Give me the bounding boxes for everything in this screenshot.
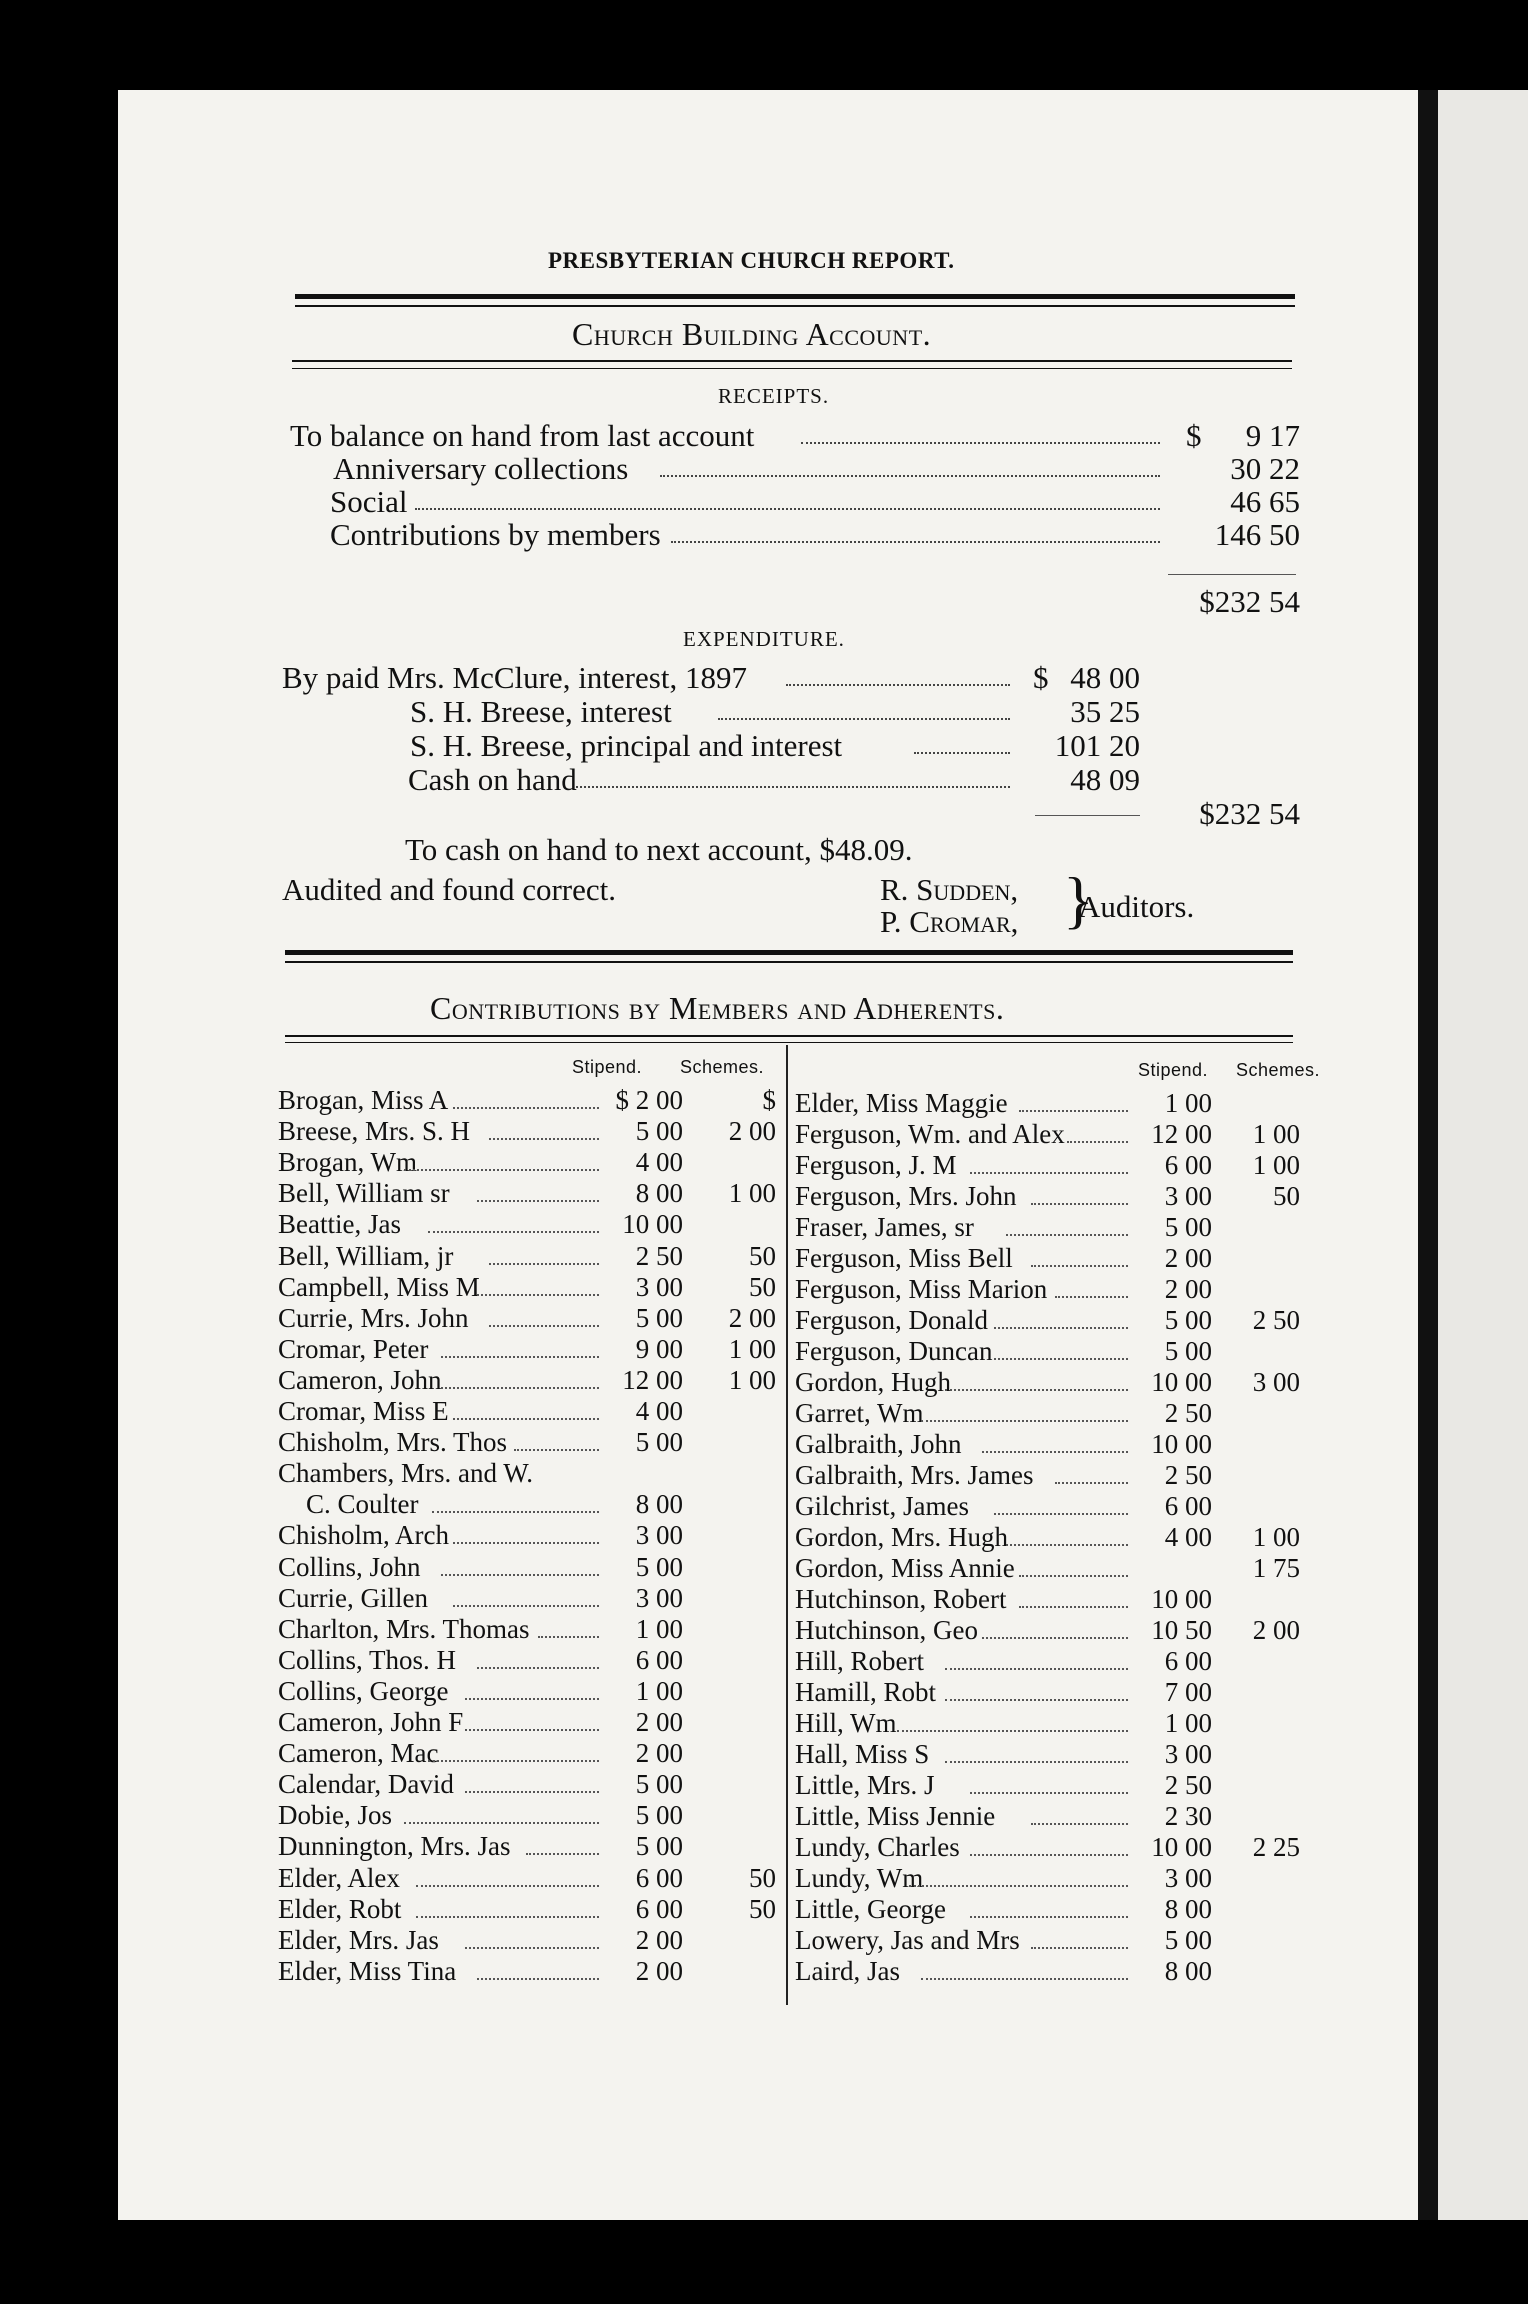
contributor-name: Hill, Wm [795, 1708, 897, 1738]
contributor-name: Hill, Robert [795, 1646, 924, 1676]
leader-dots [404, 1800, 599, 1824]
stipend-value: 5 00 [1164, 1336, 1212, 1366]
expenditure-amount: 101 20 [1054, 728, 1140, 763]
contributor-row [795, 1770, 1305, 1801]
receipt-leader [671, 541, 1160, 543]
schemes-value: 1 75 [1252, 1553, 1300, 1583]
stipend-value: 10 00 [1151, 1429, 1212, 1459]
contributor-row [795, 1336, 1305, 1367]
schemes-value: 1 00 [728, 1364, 776, 1395]
schemes-value: $ [762, 1085, 776, 1115]
schemes-value: 1 00 [728, 1333, 776, 1364]
expenditure-label: S. H. Breese, interest [410, 694, 672, 729]
contributor-name: Elder, Miss Tina [278, 1955, 457, 1986]
stipend-value: 3 00 [1164, 1739, 1212, 1769]
contributor-name: Garret, Wm [795, 1398, 924, 1428]
building-account-title: Church Building Account. [572, 316, 932, 352]
stipend-value: 3 00 [1164, 1181, 1212, 1211]
leader-dots [921, 1398, 1128, 1422]
column-divider [786, 1045, 788, 2005]
stipend-value: 3 00 [1164, 1863, 1212, 1893]
leader-dots [416, 1894, 599, 1918]
rule-top-thin [295, 305, 1295, 307]
stipend-value: 9 00 [635, 1333, 683, 1364]
contributor-row [278, 1272, 778, 1303]
contributor-name: Collins, Thos. H [278, 1644, 457, 1675]
stipend-value: 2 50 [1164, 1460, 1212, 1490]
auditor-cromar: P. Cromar, [880, 904, 1019, 939]
stipend-value: 1 00 [1164, 1088, 1212, 1118]
stipend-value: 5 00 [1164, 1305, 1212, 1335]
receipt-label: To balance on hand from last account [290, 418, 755, 453]
contributor-name: Little, Mrs. J [795, 1770, 935, 1800]
contributor-name: Ferguson, Wm. and Alex [795, 1119, 1065, 1149]
contributor-row [278, 1520, 778, 1551]
contributor-name: Elder, Robt [278, 1893, 402, 1924]
contributor-row [278, 1863, 778, 1894]
contributor-row [278, 1552, 778, 1583]
contributor-name: Cameron, John F [278, 1707, 464, 1737]
rule-top-thick [295, 294, 1295, 299]
leader-dots [897, 1708, 1128, 1732]
stipend-value: 1 00 [635, 1613, 683, 1644]
contributor-name: Elder, Miss Maggie [795, 1088, 1008, 1118]
contributor-name: Little, George [795, 1894, 946, 1924]
contributor-row [278, 1583, 778, 1614]
schemes-value: 50 [749, 1893, 776, 1924]
contributor-row [795, 1553, 1305, 1584]
stipend-value: 12 00 [1151, 1119, 1212, 1149]
stipend-value: 4 00 [635, 1396, 683, 1426]
contributor-row [278, 1645, 778, 1676]
stipend-value: 6 00 [635, 1862, 683, 1893]
contributor-name: Ferguson, Mrs. John [795, 1181, 1017, 1211]
stipend-value: 2 00 [635, 1707, 683, 1737]
stipend-value: 2 50 [1164, 1398, 1212, 1428]
stipend-value: 5 00 [635, 1831, 683, 1862]
contributor-row [795, 1739, 1305, 1770]
schemes-value: 1 00 [728, 1178, 776, 1209]
contributor-name: Brogan, Wm [278, 1147, 417, 1178]
stipend-value: 2 00 [1164, 1274, 1212, 1304]
contributor-name: Collins, George [278, 1675, 449, 1706]
expenditure-total: $232 54 [1199, 796, 1300, 831]
contributor-row [795, 1460, 1305, 1491]
leader-dots [945, 1367, 1128, 1391]
receipt-amount: 46 65 [1230, 484, 1300, 519]
leader-dots [404, 1147, 599, 1171]
left-schemes-header: Schemes. [680, 1057, 765, 1077]
right-schemes-header: Schemes. [1236, 1060, 1321, 1080]
stipend-value: 1 00 [1164, 1708, 1212, 1738]
schemes-value: 2 00 [1252, 1615, 1300, 1645]
stipend-value: 8 00 [1164, 1956, 1212, 1986]
stipend-value: 5 00 [1164, 1925, 1212, 1955]
receipts-total: $232 54 [1199, 584, 1300, 619]
rule-building-2 [292, 368, 1292, 369]
contributor-row [795, 1522, 1305, 1553]
contributor-name: Gordon, Miss Annie [795, 1553, 1015, 1583]
stipend-value: 5 00 [635, 1551, 683, 1582]
contributor-name: Lundy, Wm [795, 1863, 924, 1893]
receipt-leader [801, 442, 1160, 444]
receipt-label: Social [330, 484, 408, 519]
contributor-row [795, 1305, 1305, 1336]
expenditure-amount: 48 09 [1070, 762, 1140, 797]
stipend-value: 10 00 [1151, 1584, 1212, 1614]
contributor-name: Cromar, Miss E [278, 1396, 449, 1426]
stipend-value: 6 00 [635, 1644, 683, 1675]
contributor-row [278, 1334, 778, 1365]
contributor-row [795, 1119, 1305, 1150]
contributor-name: Fraser, James, sr [795, 1212, 974, 1242]
contributor-name: Cameron, Mac [278, 1738, 439, 1769]
stipend-value: 2 30 [1164, 1801, 1212, 1831]
contributor-row [795, 1956, 1305, 1987]
receipt-amount: 30 22 [1230, 451, 1300, 486]
schemes-value: 50 [749, 1240, 776, 1271]
schemes-value: 1 00 [1252, 1119, 1300, 1149]
contributor-row [278, 1147, 778, 1178]
stipend-value: $ 2 00 [615, 1085, 683, 1115]
leader-dots [945, 1677, 1128, 1701]
stipend-value: 7 00 [1164, 1677, 1212, 1707]
contributor-row [278, 1676, 778, 1707]
contributor-row [795, 1212, 1305, 1243]
contributor-name: Hutchinson, Robert [795, 1584, 1007, 1614]
contributor-row [278, 1707, 778, 1738]
audited-text: Audited and found correct. [282, 872, 616, 907]
contributor-name: Galbraith, Mrs. James [795, 1460, 1034, 1490]
contributor-name: Ferguson, Duncan [795, 1336, 993, 1366]
contributor-row [278, 1614, 778, 1645]
contributions-title: Contributions by Members and Adherents. [430, 990, 1005, 1026]
contributor-row [795, 1708, 1305, 1739]
schemes-value: 50 [749, 1271, 776, 1302]
contributor-name: Little, Miss Jennie [795, 1801, 996, 1831]
stipend-value: 5 00 [1164, 1212, 1212, 1242]
stipend-value: 8 00 [635, 1178, 683, 1209]
contributor-name: Chisholm, Mrs. Thos [278, 1427, 508, 1458]
receipt-amount: 146 50 [1214, 517, 1300, 552]
rule-mid-thick [285, 950, 1293, 955]
page-header: PRESBYTERIAN CHURCH REPORT. [548, 248, 955, 273]
stipend-value: 2 00 [635, 1738, 683, 1769]
contributor-row [795, 1367, 1305, 1398]
stipend-value: 2 00 [635, 1924, 683, 1955]
schemes-value: 2 25 [1252, 1832, 1300, 1862]
contributor-row [795, 1584, 1305, 1615]
contributor-row [795, 1615, 1305, 1646]
rule-contrib-1 [285, 1035, 1293, 1037]
contributor-row [278, 1116, 778, 1147]
stipend-value: 4 00 [635, 1147, 683, 1178]
contributor-row [795, 1398, 1305, 1429]
receipt-leader [660, 475, 1160, 477]
stipend-value: 6 00 [635, 1893, 683, 1924]
contributor-row [278, 1209, 778, 1240]
rule-mid-thin [285, 961, 1293, 963]
stipend-value: 6 00 [1164, 1491, 1212, 1521]
stipend-value: 10 00 [622, 1209, 683, 1240]
stipend-value: 3 00 [635, 1582, 683, 1613]
contributor-name: Gilchrist, James [795, 1491, 969, 1521]
contributor-row [278, 1738, 778, 1769]
contributor-name: Cameron, John [278, 1364, 442, 1395]
leader-dots [921, 1956, 1128, 1980]
leader-dots [945, 1739, 1128, 1763]
stipend-value: 2 50 [1164, 1770, 1212, 1800]
contributor-name: Hall, Miss S [795, 1739, 930, 1769]
stipend-value: 10 00 [1151, 1832, 1212, 1862]
contributor-name: C. Coulter [306, 1489, 419, 1520]
expenditure-label: By paid Mrs. McClure, interest, 1897 [282, 660, 747, 695]
contributor-row [278, 1800, 778, 1831]
contributor-row [795, 1925, 1305, 1956]
left-stipend-header: Stipend. [572, 1057, 643, 1077]
leader-dots [416, 1863, 599, 1887]
receipts-total-rule [1168, 574, 1296, 575]
contributor-name: Currie, Gillen [278, 1582, 428, 1613]
receipts-heading: RECEIPTS. [718, 384, 830, 408]
schemes-value: 3 00 [1252, 1367, 1300, 1397]
contributor-name: Lowery, Jas and Mrs [795, 1925, 1020, 1955]
stipend-value: 4 00 [1164, 1522, 1212, 1552]
expenditure-label: S. H. Breese, principal and interest [410, 728, 843, 763]
contributor-name: Chambers, Mrs. and W. [278, 1458, 533, 1489]
contributor-name: Ferguson, J. M [795, 1150, 957, 1180]
stipend-value: 2 00 [1164, 1243, 1212, 1273]
expenditure-sub-rule [1035, 815, 1140, 816]
contributor-row [795, 1646, 1305, 1677]
receipt-amount: 9 17 [1245, 418, 1300, 453]
schemes-value: 50 [749, 1862, 776, 1893]
contributor-name: Hutchinson, Geo [795, 1615, 978, 1645]
contributor-row [278, 1085, 778, 1116]
contributor-name: Galbraith, John [795, 1429, 962, 1459]
contributor-name: Brogan, Miss A [278, 1085, 449, 1115]
schemes-value: 2 50 [1252, 1305, 1300, 1335]
contributor-row [278, 1489, 778, 1520]
schemes-value: 50 [1273, 1181, 1300, 1211]
stipend-value: 6 00 [1164, 1646, 1212, 1676]
stipend-value: 1 00 [635, 1675, 683, 1706]
page-edge [1418, 90, 1438, 2220]
receipt-label: Anniversary collections [333, 451, 629, 486]
expenditure-leader [718, 718, 1010, 720]
contributor-name: Beattie, Jas [278, 1209, 401, 1240]
receipt-dollar: $ [1186, 418, 1202, 453]
contributor-name: Hamill, Robt [795, 1677, 936, 1707]
stipend-value: 5 00 [635, 1116, 683, 1147]
rule-building-1 [292, 360, 1292, 362]
contributor-row [795, 1491, 1305, 1522]
stipend-value: 5 00 [635, 1769, 683, 1800]
contributor-row [278, 1925, 778, 1956]
leader-dots [945, 1646, 1128, 1670]
contributor-name: Ferguson, Miss Bell [795, 1243, 1013, 1273]
next-page-sliver [1438, 90, 1528, 2220]
expenditure-heading: EXPENDITURE. [683, 627, 845, 651]
contributor-row [795, 1863, 1305, 1894]
schemes-value: 2 00 [728, 1302, 776, 1333]
contributor-name: Dobie, Jos [278, 1800, 392, 1831]
contributor-name: Bell, William, jr [278, 1240, 454, 1271]
expenditure-label: Cash on hand [408, 762, 577, 797]
contributor-row [795, 1274, 1305, 1305]
contributor-row [278, 1303, 778, 1334]
contributor-row [795, 1088, 1305, 1119]
contributor-row [278, 1427, 778, 1458]
contributor-row [795, 1150, 1305, 1181]
contributor-row [795, 1429, 1305, 1460]
stipend-value: 2 00 [635, 1955, 683, 1986]
contributor-row [795, 1832, 1305, 1863]
contributor-name: Cromar, Peter [278, 1333, 429, 1364]
rule-contrib-2 [285, 1042, 1293, 1043]
contributor-row [278, 1769, 778, 1800]
receipt-leader [415, 508, 1160, 510]
expenditure-amount: 35 25 [1070, 694, 1140, 729]
contributor-name: Elder, Alex [278, 1862, 400, 1893]
contributor-row [795, 1894, 1305, 1925]
contributor-name: Chisholm, Arch [278, 1520, 450, 1551]
stipend-value: 12 00 [622, 1364, 683, 1395]
stipend-value: 3 00 [635, 1520, 683, 1551]
contributor-row [278, 1396, 778, 1427]
contributor-row [278, 1178, 778, 1209]
schemes-value: 1 00 [1252, 1150, 1300, 1180]
schemes-value: 2 00 [728, 1116, 776, 1147]
cash-note: To cash on hand to next account, $48.09. [405, 832, 913, 867]
receipt-label: Contributions by members [330, 517, 661, 552]
auditors-brace: } [1063, 864, 1094, 935]
auditors-label: Auditors. [1078, 889, 1195, 924]
contributor-name: Lundy, Charles [795, 1832, 960, 1862]
right-stipend-header: Stipend. [1138, 1060, 1209, 1080]
contributor-name: Gordon, Mrs. Hugh [795, 1522, 1008, 1552]
auditor-sudden: R. Sudden, [880, 872, 1019, 907]
stipend-value: 5 00 [635, 1427, 683, 1458]
stipend-value: 8 00 [635, 1489, 683, 1520]
expenditure-dollar: $ [1033, 660, 1049, 695]
stipend-value: 10 50 [1151, 1615, 1212, 1645]
contributor-row [795, 1181, 1305, 1212]
contributor-name: Laird, Jas [795, 1956, 900, 1986]
contributor-name: Dunnington, Mrs. Jas [278, 1831, 511, 1862]
expenditure-leader [576, 786, 1010, 788]
contributor-row [795, 1801, 1305, 1832]
contributor-name: Ferguson, Donald [795, 1305, 988, 1335]
contributor-row [795, 1677, 1305, 1708]
stipend-value: 8 00 [1164, 1894, 1212, 1924]
contributor-row [795, 1243, 1305, 1274]
contributor-row [278, 1241, 778, 1272]
stipend-value: 5 00 [635, 1800, 683, 1831]
contributor-name: Calendar, David [278, 1769, 454, 1800]
contributor-name: Gordon, Hugh [795, 1367, 951, 1397]
stipend-value: 6 00 [1164, 1150, 1212, 1180]
contributor-name: Currie, Mrs. John [278, 1302, 469, 1333]
contributor-name: Charlton, Mrs. Thomas [278, 1613, 530, 1644]
stipend-value: 5 00 [635, 1302, 683, 1333]
leader-dots [1019, 1553, 1128, 1577]
stipend-value: 2 50 [635, 1240, 683, 1271]
contributor-name: Breese, Mrs. S. H [278, 1116, 470, 1147]
expenditure-leader [914, 752, 1010, 754]
leader-dots [909, 1863, 1128, 1887]
stipend-value: 3 00 [635, 1271, 683, 1302]
contributor-row [278, 1831, 778, 1862]
contributor-name: Ferguson, Miss Marion [795, 1274, 1048, 1304]
expenditure-leader [786, 684, 1010, 686]
contributor-name: Campbell, Miss M [278, 1271, 480, 1302]
schemes-value: 1 00 [1252, 1522, 1300, 1552]
expenditure-amount: 48 00 [1070, 660, 1140, 695]
contributor-row [278, 1894, 778, 1925]
contributor-name: Collins, John [278, 1551, 421, 1582]
contributor-name: Bell, William sr [278, 1178, 450, 1209]
stipend-value: 10 00 [1151, 1367, 1212, 1397]
contributor-row [278, 1365, 778, 1396]
contributor-row [278, 1956, 778, 1987]
contributor-name: Elder, Mrs. Jas [278, 1924, 439, 1955]
contributor-row [278, 1458, 778, 1489]
